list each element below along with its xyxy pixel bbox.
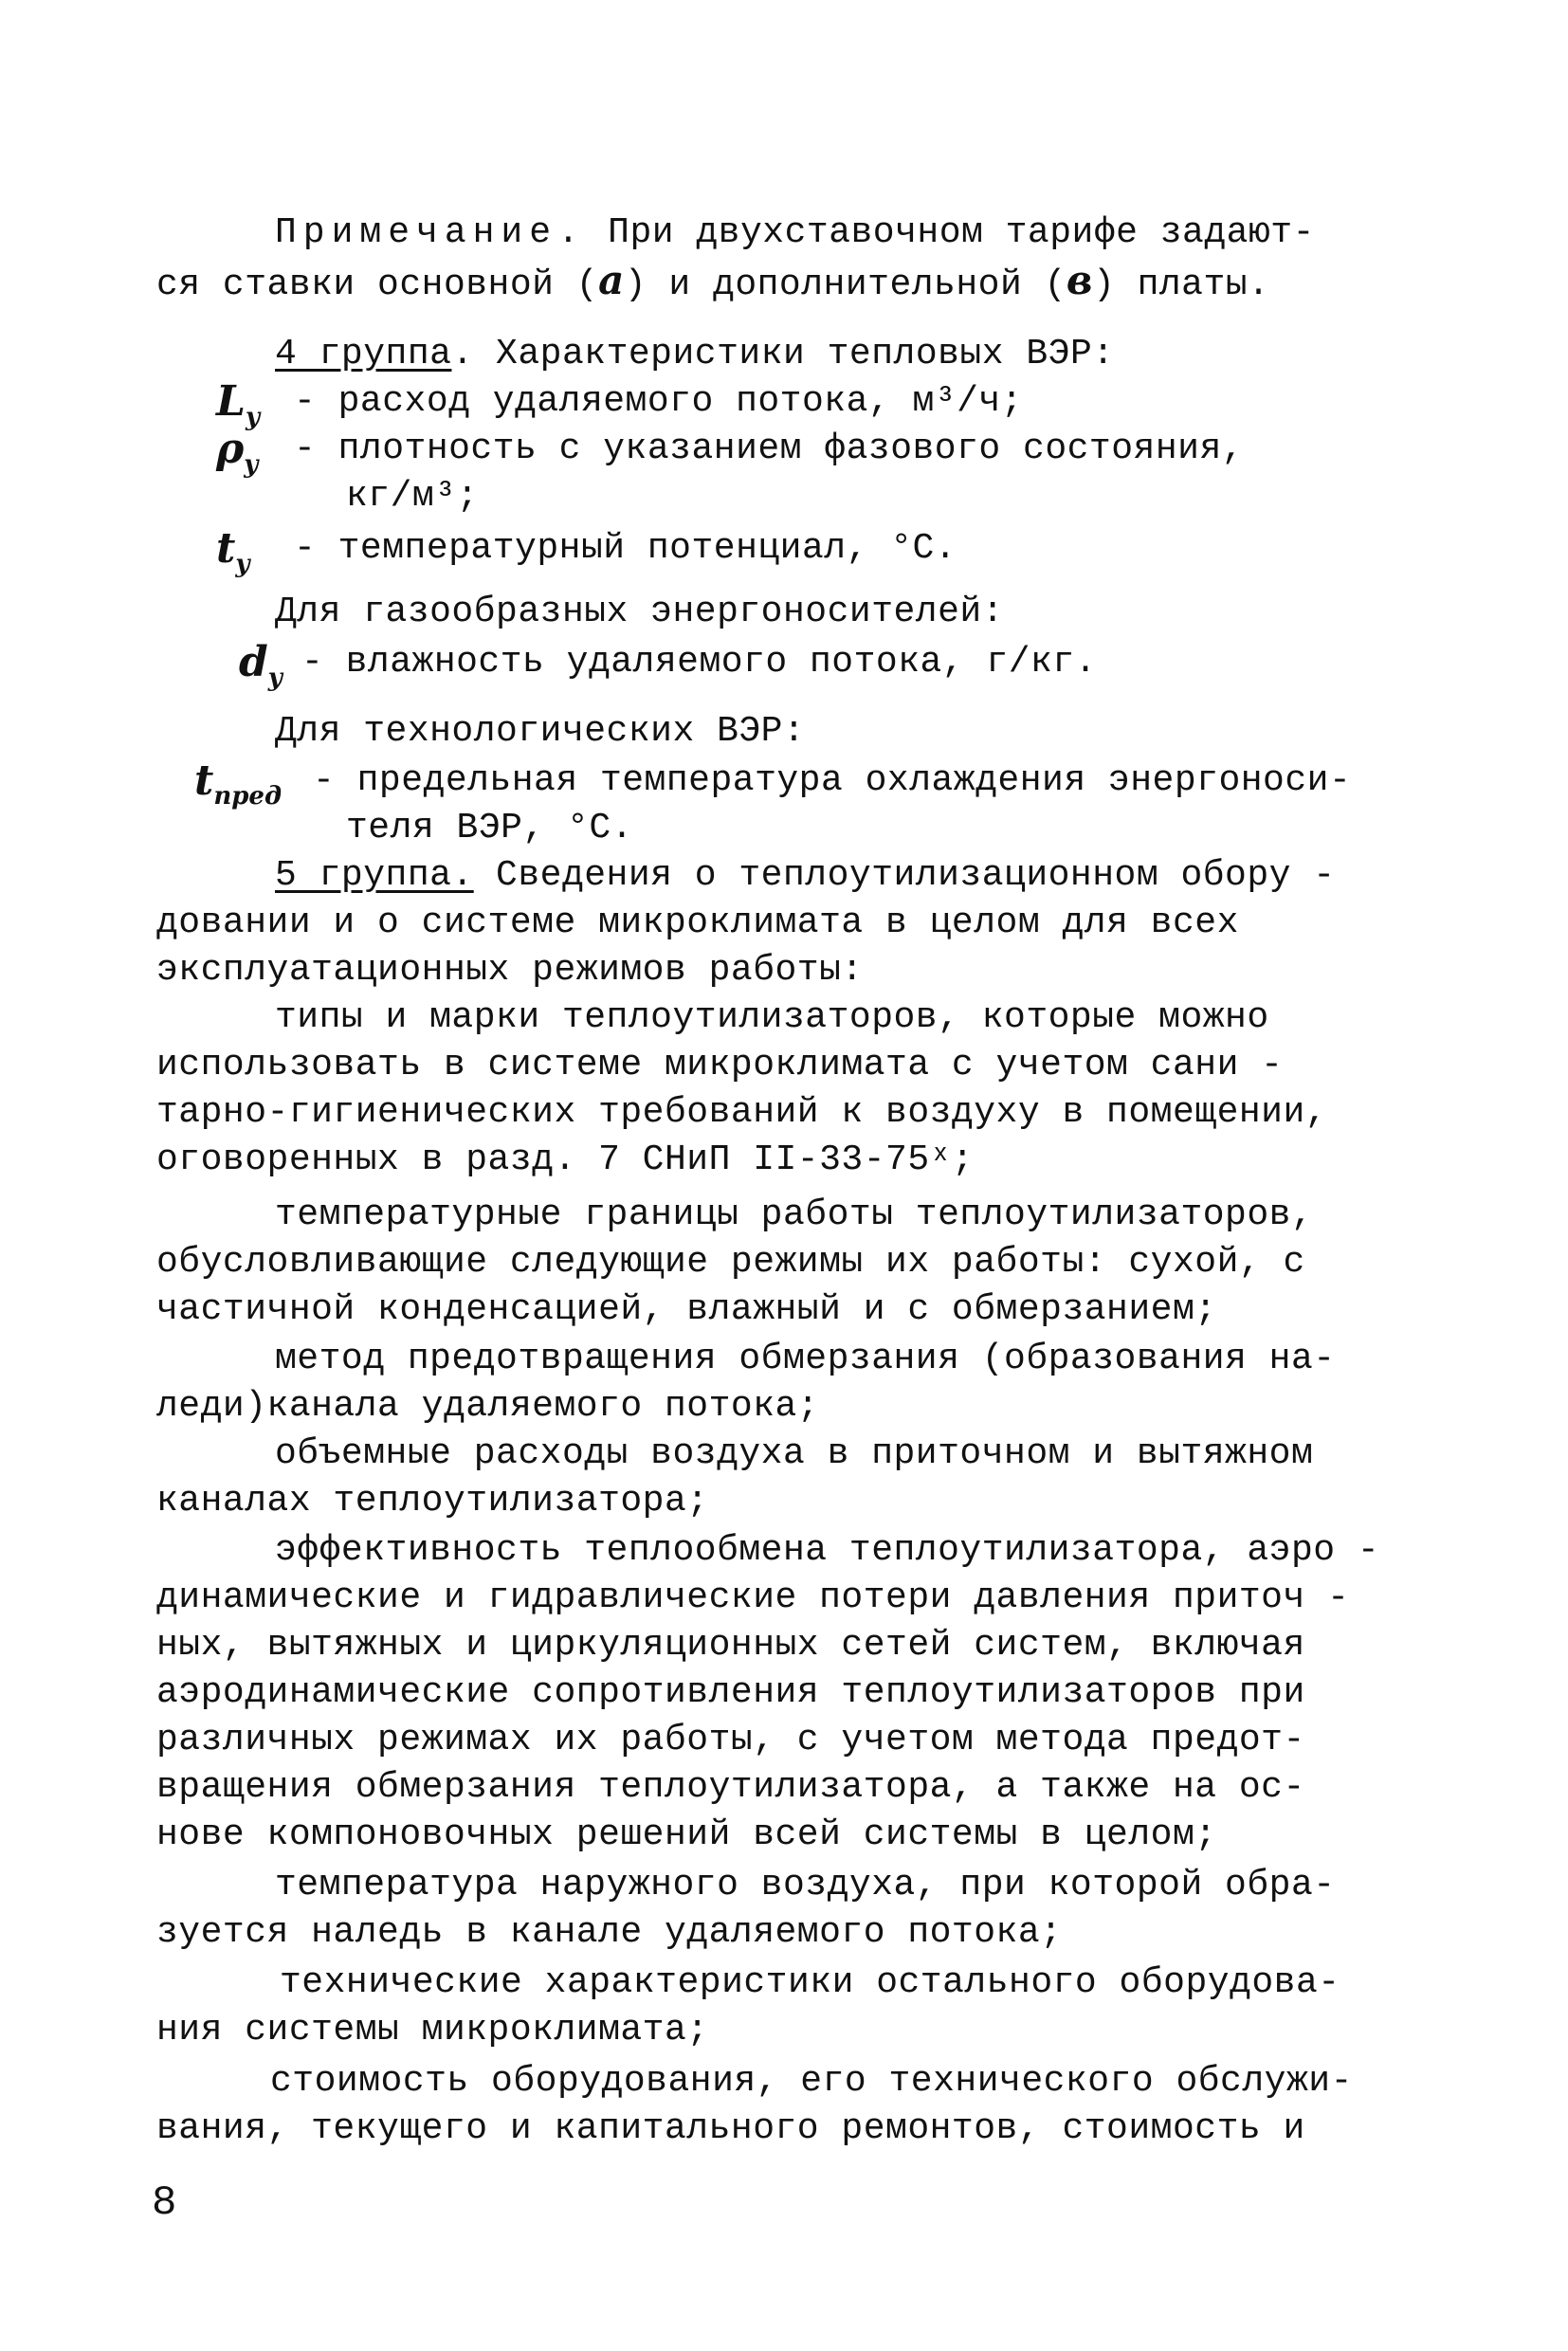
group5-line: обусловливающие следующие режимы их работы: сухой, с — [156, 1242, 1305, 1283]
group5-line: различных режимах их работы, с учетом метода предот- — [156, 1720, 1305, 1760]
symbol-Ly: $L_у$ — [216, 377, 261, 431]
symbol-b: в — [1066, 257, 1093, 303]
note-line-2 — [156, 258, 1269, 308]
tech-item-line-2: теля ВЭР, °С. — [346, 808, 633, 848]
group5-line: динамические и гидравлические потери давления приточ - — [156, 1577, 1350, 1618]
group5-line: типы и марки теплоутилизаторов, которые можно — [275, 997, 1269, 1038]
group4-item-3: - температурный потенциал, °С. — [294, 528, 957, 569]
symbol-ty: $t_у$ — [216, 524, 250, 578]
group5-line: оговоренных в разд. 7 СНиП II-33-75ˣ; — [156, 1139, 975, 1180]
group5-line: эффективность теплообмена теплоутилизатора, аэро - — [275, 1530, 1380, 1571]
group5-line-1 — [275, 853, 1336, 899]
page-number: 8 — [152, 2179, 177, 2227]
group5-line: температурные границы работы теплоутилизаторов, — [275, 1194, 1314, 1235]
note-text-2a: ся ставки основной ( — [156, 264, 599, 305]
group5-line: вания, текущего и капитального ремонтов, стоимость и — [156, 2108, 1305, 2149]
group5-line: температура наружного воздуха, при которой обра- — [275, 1865, 1336, 1905]
group4-heading-label: 4 группа — [275, 334, 452, 374]
note-text-2c: ) платы. — [1092, 264, 1270, 305]
group5-text-0: Сведения о теплоутилизационном обору - — [473, 855, 1336, 896]
group4-item-2: - плотность с указанием фазового состояния, — [294, 428, 1245, 469]
group5-line: аэродинамические сопротивления теплоутилизаторов при — [156, 1672, 1305, 1713]
symbol-t-pred: $t_{пред}$ — [194, 756, 283, 811]
group5-line: объемные расходы воздуха в приточном и вытяжном — [275, 1433, 1314, 1474]
symbol-dy: $d_у$ — [239, 638, 283, 692]
group5-line: эксплуатационных режимов работы: — [156, 950, 864, 991]
group5-line: ных, вытяжных и циркуляционных сетей систем, включая — [156, 1625, 1305, 1666]
group5-line: леди)канала удаляемого потока; — [156, 1386, 820, 1427]
symbol-a: a — [598, 257, 625, 303]
gas-item: - влажность удаляемого потока, г/кг. — [301, 642, 1097, 683]
group5-line: стоимость оборудования, его технического обслужи- — [270, 2061, 1353, 2102]
note-line-1 — [275, 210, 1315, 256]
group4-heading-rest: . Характеристики тепловых ВЭР: — [451, 334, 1115, 374]
group5-line: ния системы микроклимата; — [156, 2010, 709, 2050]
group4-heading — [275, 332, 1115, 377]
tech-item-line-1: - предельная температура охлаждения энергоноси- — [313, 760, 1352, 801]
tech-heading: Для технологических ВЭР: — [275, 711, 806, 752]
group5-line: использовать в системе микроклимата с учетом сани - — [156, 1045, 1284, 1085]
group5-line: нове компоновочных решений всей системы в целом; — [156, 1814, 1217, 1855]
group5-line: технические характеристики остального оборудова- — [280, 1962, 1340, 2003]
group4-item-2-unit: кг/м³; — [346, 476, 479, 517]
group5-line: каналах теплоутилизатора; — [156, 1481, 709, 1522]
group5-line: метод предотвращения обмерзания (образования на- — [275, 1339, 1336, 1379]
group5-line: тарно-гигиенических требований к воздуху в помещении, — [156, 1092, 1328, 1133]
note-text-2b: ) и дополнительной ( — [624, 264, 1067, 305]
group5-line: вращения обмерзания теплоутилизатора, а также на ос- — [156, 1767, 1305, 1808]
symbol-rho-y: $\rho_у$ — [216, 425, 259, 479]
group5-line: частичной конденсацией, влажный и с обмерзанием; — [156, 1289, 1217, 1330]
group5-line: зуется наледь в канале удаляемого потока; — [156, 1912, 1063, 1953]
group4-item-1: - расход удаляемого потока, м³/ч; — [294, 381, 1024, 422]
gas-heading: Для газообразных энергоносителей: — [275, 592, 1005, 632]
note-text-1: При двухставочном тарифе задают- — [608, 212, 1315, 253]
note-label: Примечание. — [275, 212, 586, 253]
group5-line: довании и о системе микроклимата в целом для всех — [156, 902, 1239, 943]
group5-heading-label: 5 группа. — [275, 855, 474, 896]
